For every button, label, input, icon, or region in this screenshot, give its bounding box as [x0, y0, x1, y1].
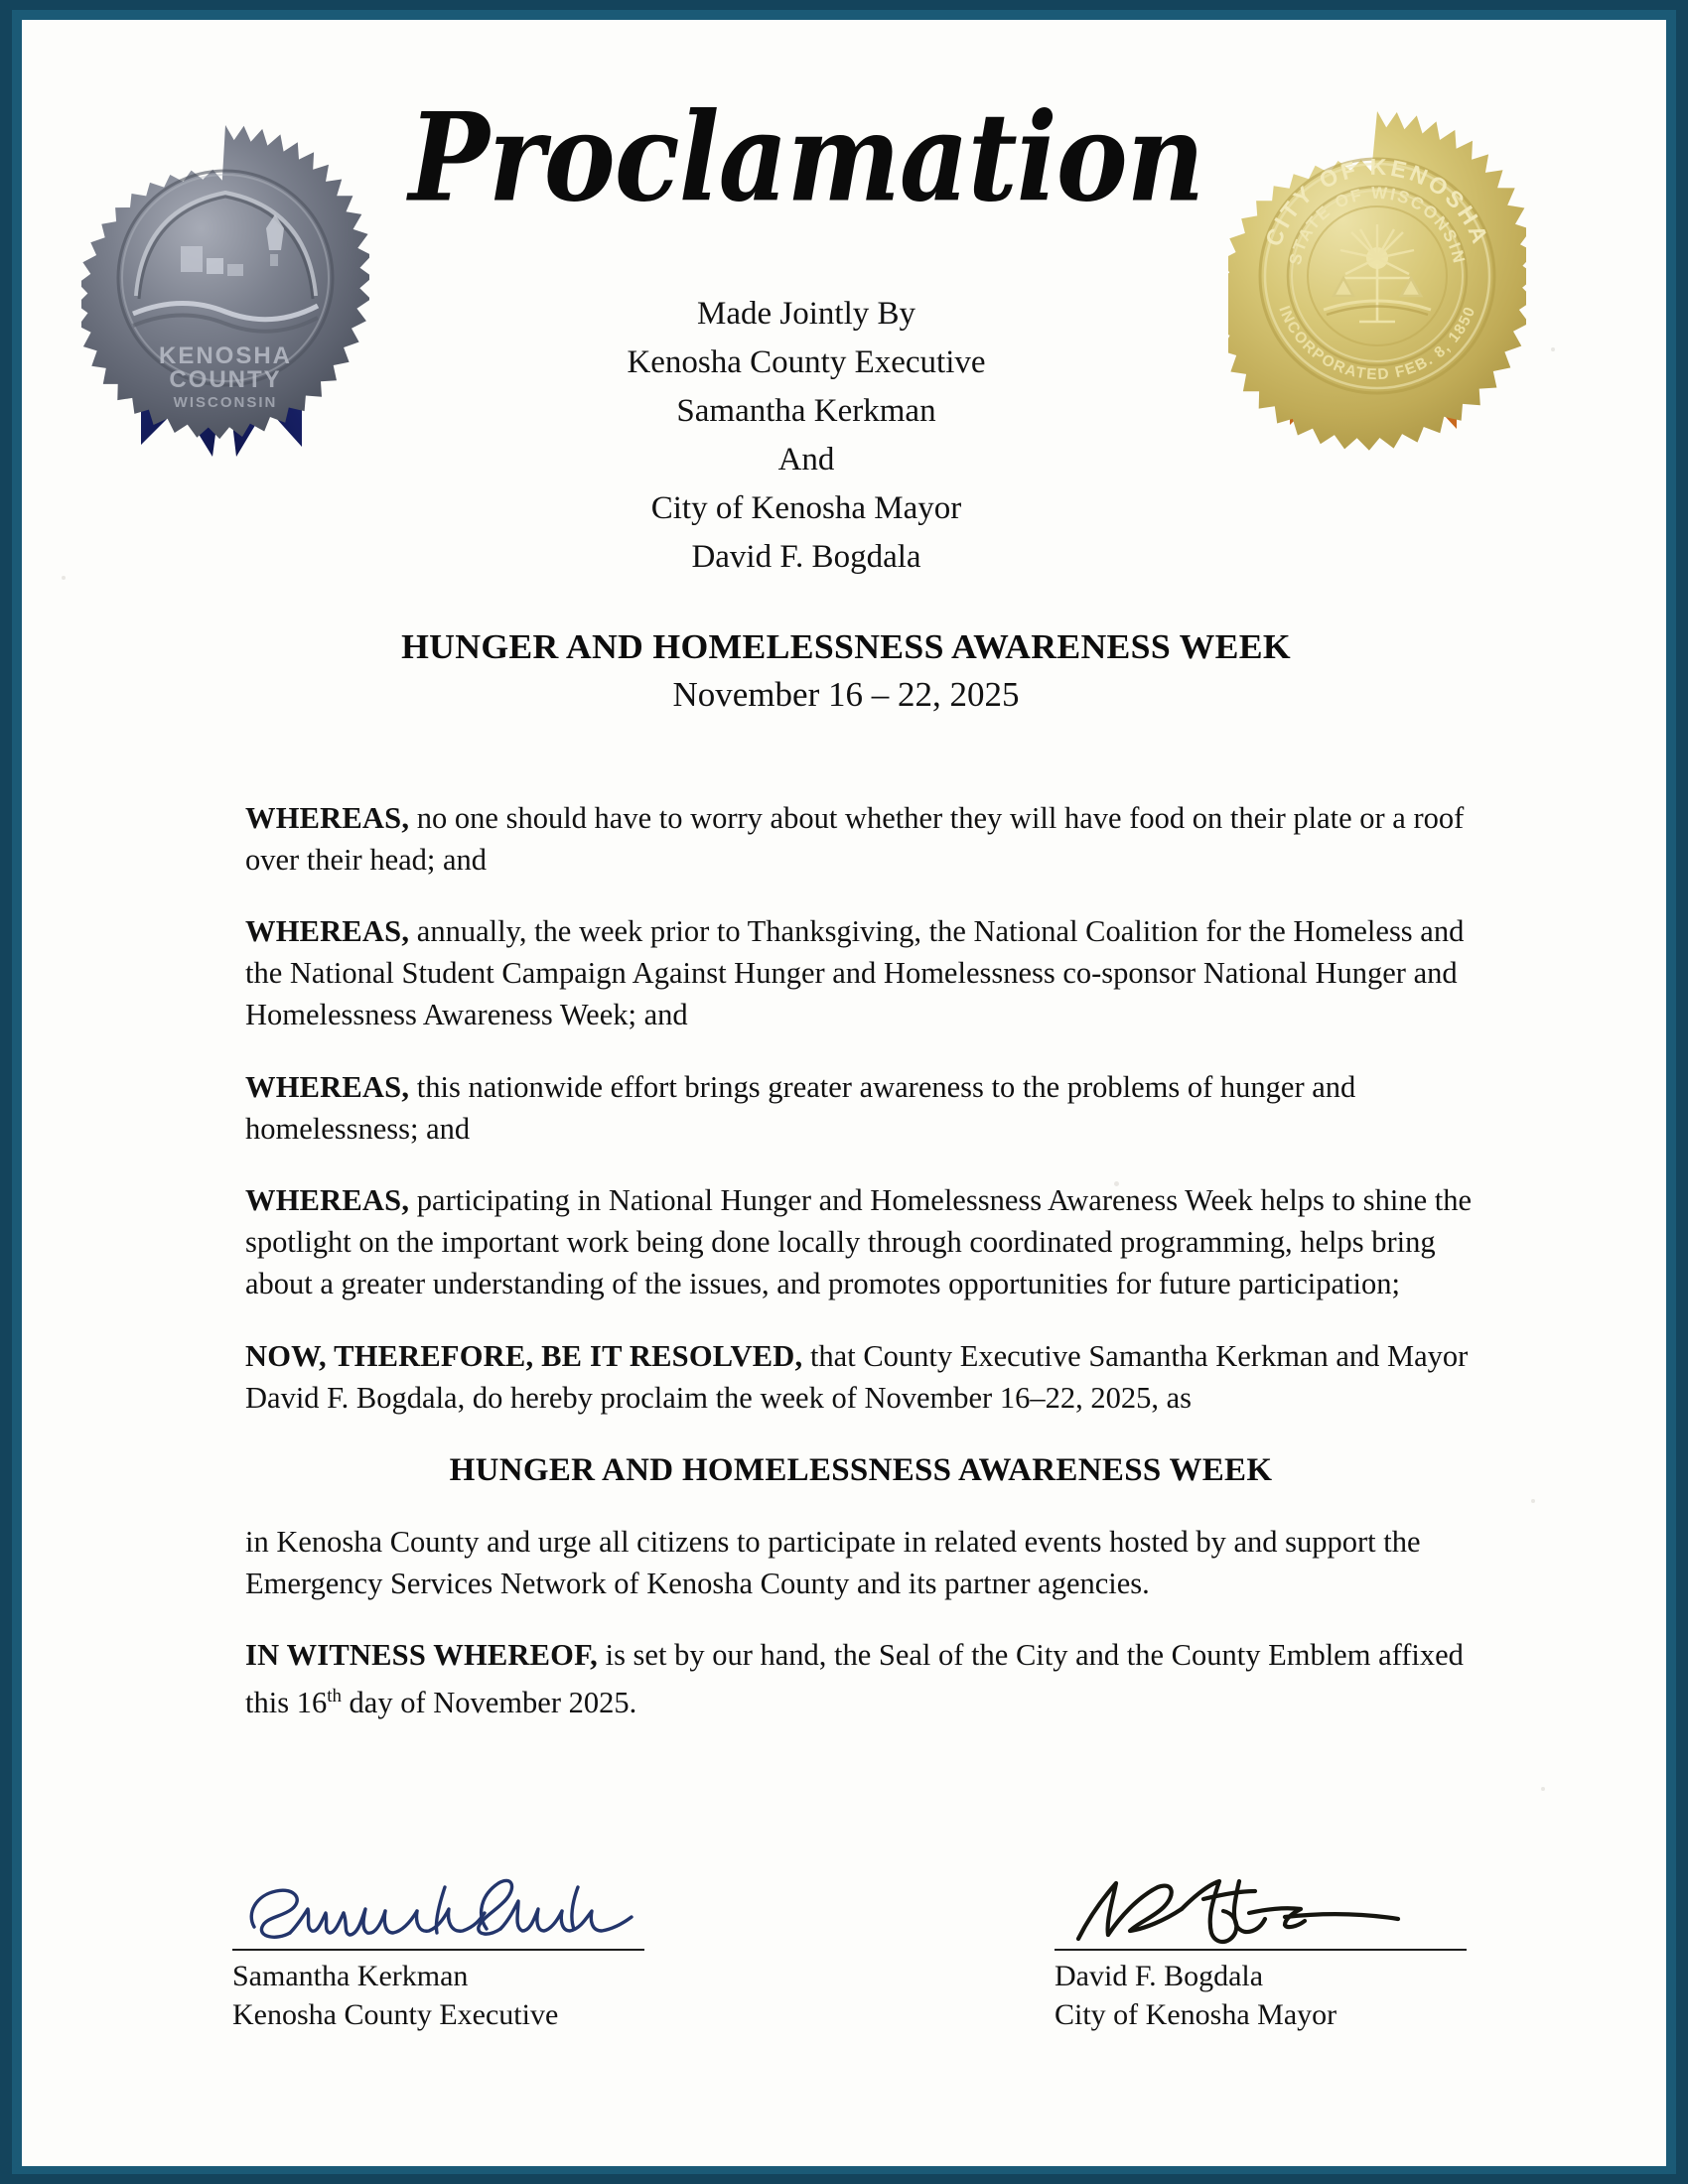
scan-speck [1551, 347, 1555, 351]
header-line-county-executive-name: Samantha Kerkman [676, 393, 936, 429]
proclamation-body [245, 766, 1477, 1753]
signatory-name-mayor: David F. Bogdala [1055, 1960, 1264, 1992]
document-title-wrapper [350, 86, 1263, 230]
header-line-and: And [777, 442, 835, 478]
signature-bogdala [1055, 1861, 1481, 1947]
signature-kerkman [232, 1861, 659, 1947]
header-line-mayor-title: City of Kenosha Mayor [650, 490, 962, 526]
whereas-paragraph-2 [245, 910, 1477, 1035]
now-therefore-paragraph [245, 1335, 1477, 1419]
whereas-lead-4: WHEREAS, [245, 1183, 410, 1217]
header-line-county-executive-title: Kenosha County Executive [627, 344, 986, 380]
event-title: HUNGER AND HOMELESSNESS AWARENESS WEEK [401, 627, 1291, 666]
witness-paragraph [245, 1634, 1477, 1723]
signatory-title-mayor: City of Kenosha Mayor [1055, 1998, 1337, 2031]
county-seal-line3: WISCONSIN [173, 394, 278, 411]
whereas-paragraph-4 [245, 1179, 1477, 1304]
now-therefore-lead: NOW, THEREFORE, BE IT RESOLVED, [245, 1338, 803, 1373]
signature-block-mayor [1055, 1861, 1481, 2034]
signatory-title-county-executive: Kenosha County Executive [232, 1998, 559, 2031]
whereas-lead-2: WHEREAS, [245, 914, 410, 948]
resolved-heading: HUNGER AND HOMELESSNESS AWARENESS WEEK [449, 1451, 1273, 1488]
event-date-range: November 16 – 22, 2025 [672, 675, 1020, 714]
witness-lead: IN WITNESS WHEREOF, [245, 1638, 598, 1672]
witness-text-after-ordinal: day of November 2025. [341, 1686, 637, 1720]
whereas-text-2: annually, the week prior to Thanksgiving, the National Coalition for the Homeless and the National Student Campaign Against Hunger and Homelessness co-sponsor National Hunger and Homelessness Awareness Week; and [245, 914, 1465, 1031]
witness-ordinal-suffix: th [327, 1686, 342, 1706]
kenosha-county-seal [81, 107, 369, 465]
whereas-lead-3: WHEREAS, [245, 1069, 410, 1104]
county-seal-line1: KENOSHA [158, 342, 293, 369]
proclamation-page [22, 20, 1666, 2166]
signatory-name-county-executive: Samantha Kerkman [232, 1960, 469, 1992]
whereas-text-3: this nationwide effort brings greater awareness to the problems of hunger and homelessness; and [245, 1069, 1356, 1146]
whereas-lead-1: WHEREAS, [245, 800, 410, 835]
county-seal-line2: COUNTY [169, 366, 282, 393]
scan-speck [1541, 1787, 1545, 1791]
whereas-paragraph-3 [245, 1066, 1477, 1150]
signature-block-county-executive [232, 1861, 659, 2034]
now-therefore-text: that County Executive Samantha Kerkman and Mayor David F. Bogdala, do hereby proclaim the week of November 16–22, 2025, as [245, 1338, 1469, 1415]
city-seal-inner-text: STATE OF WISCONSIN [1285, 183, 1470, 267]
header-line-mayor-name: David F. Bogdala [691, 539, 921, 575]
closing-paragraph: in Kenosha County and urge all citizens to participate in related events hosted by and support the Emergency Services Network of Kenosha County and its partner agencies. [245, 1524, 1421, 1600]
witness-text-before-ordinal: is set by our hand, the Seal of the City and the County Emblem affixed this 16 [245, 1638, 1464, 1720]
signature-row [22, 1861, 1666, 2119]
whereas-paragraph-1 [245, 797, 1477, 881]
jointly-by-header [449, 290, 1164, 582]
county-seal-disc [81, 125, 369, 439]
whereas-text-1: no one should have to worry about whether they will have food on their plate or a roof over their head; and [245, 800, 1465, 877]
city-seal-outer-text: CITY OF KENOSHA [1260, 153, 1494, 250]
whereas-text-4: participating in National Hunger and Homelessness Awareness Week helps to shine the spotlight on the important work being done locally through coordinated programming, helps bring about a greater understanding of the issues, and promotes opportunities for future participation; [245, 1183, 1473, 1300]
page-title: Proclamation [408, 86, 1204, 230]
scan-speck [62, 576, 66, 580]
city-seal-incorporated-text: INCORPORATED FEB. 8, 1850 [1275, 303, 1479, 384]
city-of-kenosha-seal [1228, 97, 1526, 475]
scan-speck [1531, 1499, 1535, 1503]
city-seal-disc [1228, 111, 1526, 451]
header-line-made-jointly-by: Made Jointly By [697, 296, 915, 332]
